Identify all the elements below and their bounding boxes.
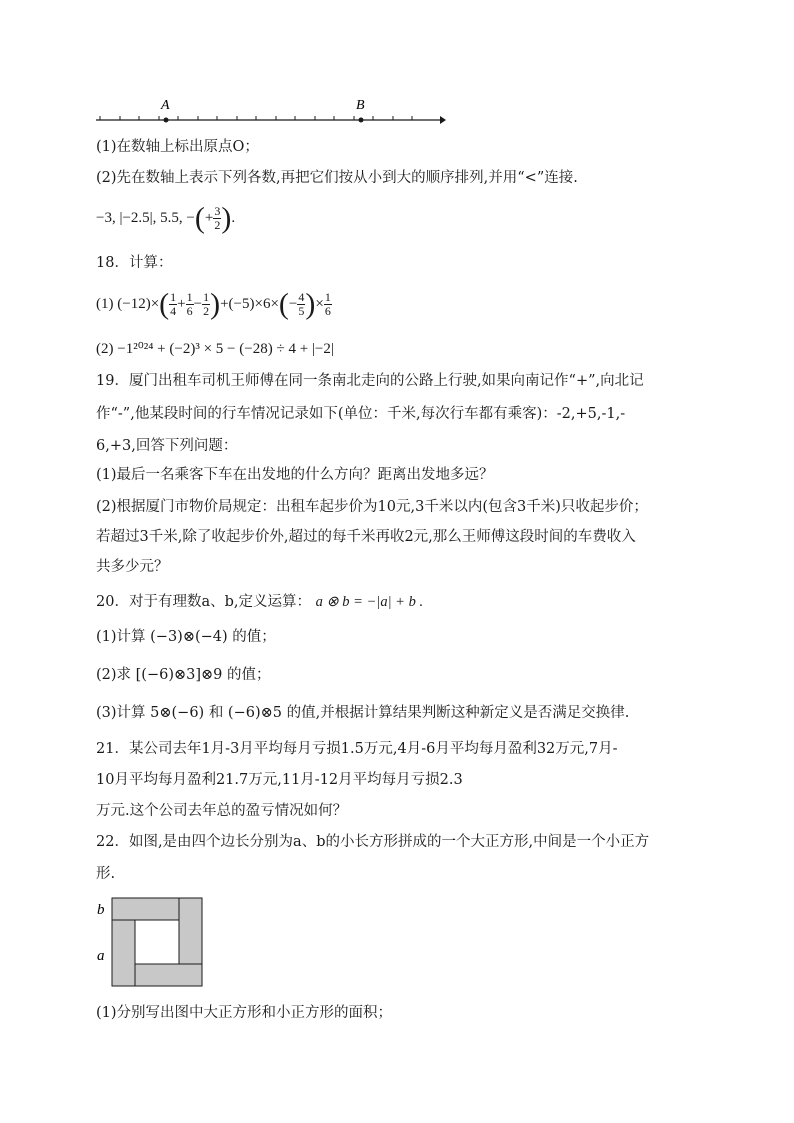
q18-part2: (2) −1²⁰²⁴ + (−2)³ × 5 − (−28) ÷ 4 + |−2|: [96, 341, 334, 357]
point-a-label: A: [161, 98, 170, 113]
q19-line3: 6,+3,回答下列问题：: [96, 438, 238, 454]
q20-intro: 20．对于有理数a、b,定义运算：: [96, 594, 311, 610]
fraction-three-halves: $\frac{3}{2}$: [214, 204, 221, 233]
q20-definition: a ⊗ b = −|a| + b .: [315, 594, 424, 610]
q17-numbers: −3, |−2.5|, 5.5, −(+ $\frac{3}{2}$ ).: [96, 201, 236, 235]
point-b-label: B: [356, 98, 365, 113]
q17-part2: (2)先在数轴上表示下列各数,再把它们按从小到大的顺序排列,并用“<”连接.: [96, 170, 578, 186]
q21-line1: 21．某公司去年1月-3月平均每月亏损1.5万元,4月-6月平均每月盈利32万元,7月-: [96, 741, 618, 757]
q19-part2-line3: 共多少元？: [96, 559, 169, 575]
side-b-label: b: [97, 902, 105, 918]
q22-line1: 22．如图,是由四个边长分别为a、b的小长方形拼成的一个大正方形,中间是一个小正方: [96, 834, 650, 850]
q22-line2: 形.: [96, 866, 116, 882]
q17-plus-sign: +: [204, 210, 214, 226]
q19-part2-line2: 若超过3千米,除了收起步价外,超过的每千米再收2元,那么王师傅这段时间的车费收入: [96, 529, 636, 545]
q17-numbers-prefix: −3, |−2.5|, 5.5, −: [96, 210, 195, 226]
q17-part1: (1)在数轴上标出原点O；: [96, 139, 259, 155]
number-line: [90, 92, 460, 132]
q20-part1: (1)计算 (−3)⊗(−4) 的值；: [96, 629, 276, 645]
q20-part3: (3)计算 5⊗(−6) 和 (−6)⊗5 的值,并根据计算结果判断这种新定义是否满足交换律.: [96, 705, 630, 721]
q19-part2-line1: (2)根据厦门市物价局规定：出租车起步价为10元,3千米以内(包含3千米)只收起步价；: [96, 499, 648, 515]
q20-part2: (2)求 [(−6)⊗3]⊗9 的值；: [96, 667, 271, 683]
q18-part1: (1) (−12)×( $\frac{1}{4}$ + $\frac{1}{6}$ − $\frac{1}{2}$ )+(−5)×6×(− $\frac{4}{5}$ )× $\frac{1}{6}$: [96, 287, 331, 321]
q21-line3: 万元.这个公司去年总的盈亏情况如何？: [96, 803, 348, 819]
q19-line2: 作“-”,他某段时间的行车情况记录如下(单位：千米,每次行车都有乘客)：-2,+5,-1,-: [96, 406, 626, 422]
square-diagram: [92, 893, 212, 993]
q22-part1: (1)分别写出图中大正方形和小正方形的面积；: [96, 1005, 393, 1021]
side-a-label: a: [97, 948, 105, 964]
q18-title: 18．计算：: [96, 255, 173, 271]
q19-part1: (1)最后一名乘客下车在出发地的什么方向？距离出发地多远？: [96, 467, 494, 483]
q19-line1: 19．厦门出租车司机王师傅在同一条南北走向的公路上行驶,如果向南记作“+”,向北记: [96, 373, 644, 389]
q21-line2: 10月平均每月盈利21.7万元,11月-12月平均每月亏损2.3: [96, 772, 463, 788]
q20-line1: [96, 592, 423, 612]
